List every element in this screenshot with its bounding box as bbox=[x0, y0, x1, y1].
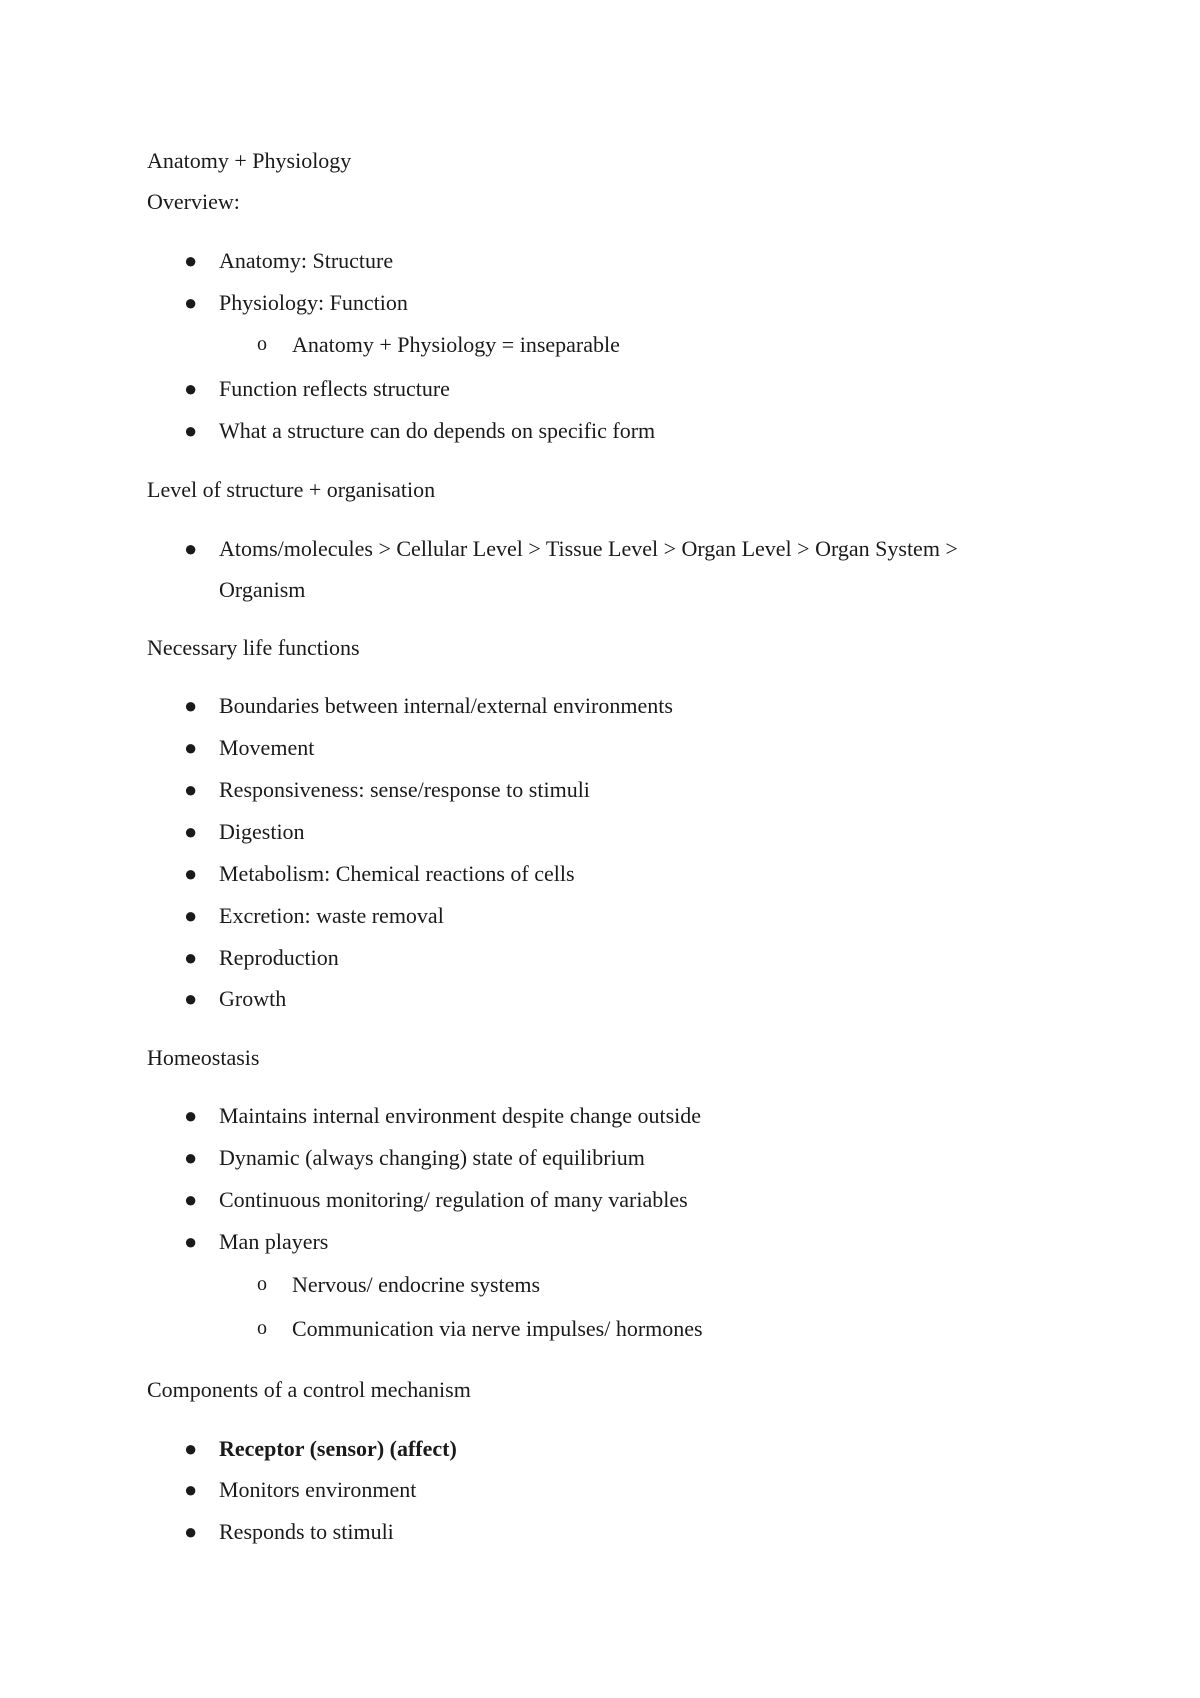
list-item-text: Metabolism: Chemical reactions of cells bbox=[219, 861, 575, 886]
list-item-text: Receptor (sensor) (affect) bbox=[219, 1436, 457, 1461]
list-item-text: Digestion bbox=[219, 819, 305, 844]
section-heading-life-functions: Necessary life functions bbox=[147, 635, 360, 660]
section-heading-levels: Level of structure + organisation bbox=[147, 477, 436, 502]
document-title: Anatomy + Physiology bbox=[147, 148, 352, 173]
sub-list-item bbox=[257, 1316, 703, 1341]
bullet-icon: ● bbox=[184, 1477, 198, 1502]
bullet-icon: ● bbox=[184, 418, 198, 443]
list-item bbox=[184, 1477, 417, 1502]
list-item-text: Excretion: waste removal bbox=[219, 903, 444, 928]
bullet-icon: ● bbox=[184, 777, 198, 802]
list-item bbox=[184, 861, 575, 886]
list-item-text: Responds to stimuli bbox=[219, 1519, 394, 1544]
list-item bbox=[184, 1436, 457, 1461]
bullet-icon: ● bbox=[184, 819, 198, 844]
list-item-text: Continuous monitoring/ regulation of many variables bbox=[219, 1187, 688, 1212]
circle-bullet-icon: o bbox=[257, 333, 267, 355]
list-item bbox=[184, 986, 287, 1011]
bullet-icon: ● bbox=[184, 536, 198, 561]
bullet-icon: ● bbox=[184, 735, 198, 760]
list-item-text: Movement bbox=[219, 735, 315, 760]
bullet-icon: ● bbox=[184, 945, 198, 970]
list-item-text: Dynamic (always changing) state of equilibrium bbox=[219, 1145, 645, 1170]
bullet-icon: ● bbox=[184, 376, 198, 401]
list-item-text: Responsiveness: sense/response to stimuli bbox=[219, 777, 590, 802]
list-item bbox=[184, 376, 450, 401]
bullet-icon: ● bbox=[184, 861, 198, 886]
list-item-text: Man players bbox=[219, 1229, 329, 1254]
list-item bbox=[184, 1103, 702, 1128]
list-item-text: Monitors environment bbox=[219, 1477, 417, 1502]
list-item bbox=[184, 903, 444, 928]
list-item bbox=[184, 1519, 394, 1544]
list-item-text: Physiology: Function bbox=[219, 290, 408, 315]
list-item-text: Anatomy: Structure bbox=[219, 248, 394, 273]
list-item bbox=[184, 693, 673, 718]
section-heading-overview: Overview: bbox=[147, 189, 240, 214]
bullet-icon: ● bbox=[184, 290, 198, 315]
bullet-icon: ● bbox=[184, 1229, 198, 1254]
list-item bbox=[184, 248, 394, 273]
list-item-text: Growth bbox=[219, 986, 287, 1011]
list-item-text: Reproduction bbox=[219, 945, 339, 970]
list-item-continuation: Organism bbox=[219, 577, 306, 602]
bullet-icon: ● bbox=[184, 1103, 198, 1128]
list-item bbox=[184, 819, 305, 844]
circle-bullet-icon: o bbox=[257, 1317, 267, 1339]
list-item bbox=[184, 1145, 645, 1170]
bullet-icon: ● bbox=[184, 248, 198, 273]
list-item-text: Atoms/molecules > Cellular Level > Tissue Level > Organ Level > Organ System > bbox=[219, 536, 958, 561]
bullet-icon: ● bbox=[184, 1436, 198, 1461]
list-item bbox=[184, 418, 656, 443]
bullet-icon: ● bbox=[184, 693, 198, 718]
bullet-icon: ● bbox=[184, 903, 198, 928]
bullet-icon: ● bbox=[184, 1519, 198, 1544]
bullet-icon: ● bbox=[184, 986, 198, 1011]
list-item-text: Function reflects structure bbox=[219, 376, 450, 401]
sub-list-item-text: Communication via nerve impulses/ hormones bbox=[292, 1316, 703, 1341]
list-item bbox=[184, 777, 590, 802]
list-item-text: Maintains internal environment despite change outside bbox=[219, 1103, 702, 1128]
list-item bbox=[184, 536, 958, 561]
list-item bbox=[184, 290, 408, 315]
sub-list-item bbox=[257, 1272, 541, 1297]
circle-bullet-icon: o bbox=[257, 1273, 267, 1295]
list-item bbox=[184, 735, 315, 760]
list-item-text: Boundaries between internal/external environments bbox=[219, 693, 673, 718]
bullet-icon: ● bbox=[184, 1187, 198, 1212]
section-heading-homeostasis: Homeostasis bbox=[147, 1045, 260, 1070]
list-item bbox=[184, 1229, 329, 1254]
list-item bbox=[184, 945, 339, 970]
bullet-icon: ● bbox=[184, 1145, 198, 1170]
list-item bbox=[184, 1187, 688, 1212]
list-item-text: What a structure can do depends on specific form bbox=[219, 418, 656, 443]
sub-list-item-text: Nervous/ endocrine systems bbox=[292, 1272, 541, 1297]
section-heading-control: Components of a control mechanism bbox=[147, 1377, 471, 1402]
sub-list-item-text: Anatomy + Physiology = inseparable bbox=[292, 332, 620, 357]
sub-list-item bbox=[257, 332, 620, 357]
